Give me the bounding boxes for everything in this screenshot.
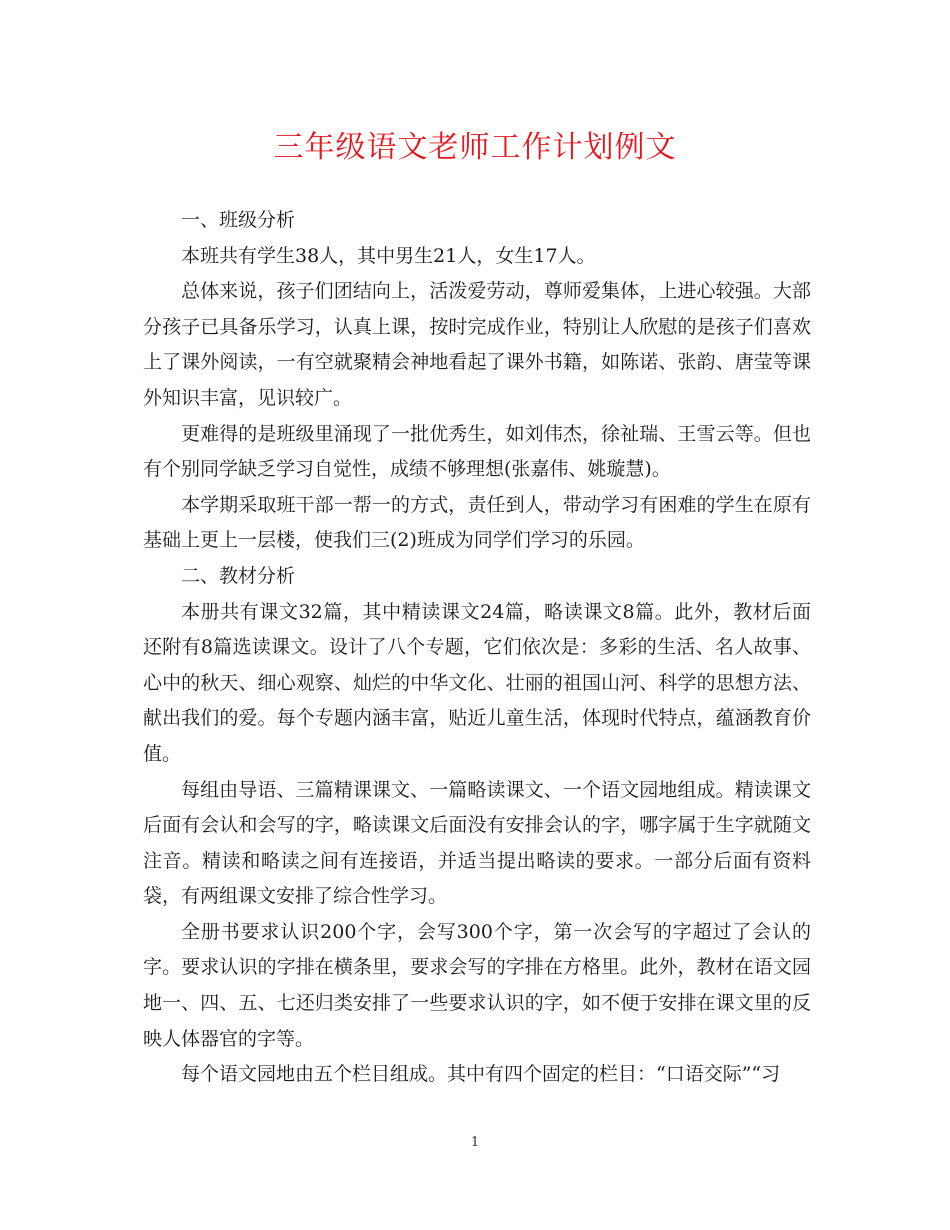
paragraph: 每个语文园地由五个栏目组成。其中有四个固定的栏目：“口语交际”“习: [181, 1063, 781, 1086]
document-title: 三年级语文老师工作计划例文: [273, 130, 677, 165]
paragraph: 每组由导语、三篇精课课文、一篇略读课文、一个语文园地组成。精读课文后面有会认和会写的字，略读课文后面没有安排会认的字，哪字属于生字就随文注音。精读和略读之间有连接语，并适当提出略读的要求。一部分后面有资料袋，有两组课文安排了综合性学习。: [143, 778, 811, 908]
page-number: 1: [470, 1135, 480, 1150]
paragraph: 总体来说，孩子们团结向上，活泼爱劳动，尊师爱集体，上进心较强。大部分孩子已具备乐学习，认真上课，按时完成作业，特别让人欣慰的是孩子们喜欢上了课外阅读，一有空就聚精会神地看起了课外书籍，如陈诺、张韵、唐莹等课外知识丰富，见识较广。: [143, 280, 811, 409]
section-heading-class-analysis: 一、班级分析: [181, 209, 296, 231]
document-body: [143, 203, 811, 1093]
paragraph: 本班共有学生38人，其中男生21人，女生17人。: [181, 244, 596, 267]
paragraph: 更难得的是班级里涌现了一批优秀生，如刘伟杰，徐祉瑞、王雪云等。但也有个别同学缺乏学习自觉性，成绩不够理想(张嘉伟、姚璇慧)。: [143, 422, 811, 481]
paragraph: 全册书要求认识200个字，会写300个字，第一次会写的字超过了会认的字。要求认识的字排在横条里，要求会写的字排在方格里。此外，教材在语文园地一、四、五、七还归类安排了一些要求认识的字，如不便于安排在课文里的反映人体器官的字等。: [143, 920, 811, 1050]
paragraph: 本学期采取班干部一帮一的方式，责任到人，带动学习有困难的学生在原有基础上更上一层楼，使我们三(2)班成为同学们学习的乐园。: [143, 493, 811, 552]
section-heading-textbook-analysis: 二、教材分析: [181, 564, 296, 587]
paragraph: 本册共有课文32篇，其中精读课文24篇，略读课文8篇。此外，教材后面还附有8篇选读课文。设计了八个专题，它们依次是：多彩的生活、名人故事、心中的秋天、细心观察、灿烂的中华文化、壮丽的祖国山河、科学的思想方法、献出我们的爱。每个专题内涵丰富，贴近儿童生活，体现时代特点，蕴涵教育价值。: [143, 600, 811, 765]
